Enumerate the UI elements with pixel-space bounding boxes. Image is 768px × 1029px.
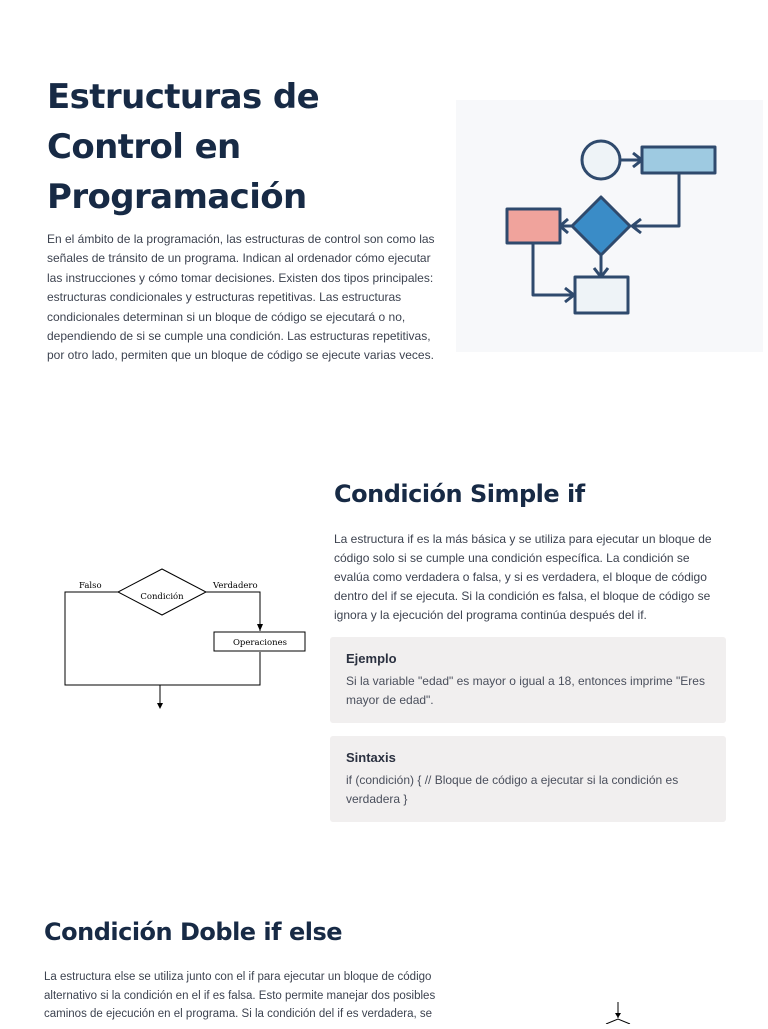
true-label: Verdadero	[213, 581, 258, 591]
syntax-card-title: Sintaxis	[346, 750, 396, 765]
flow-process-box	[642, 147, 715, 173]
if-else-diagram	[598, 1000, 648, 1024]
section-paragraph-simple-if: La estructura if es la más básica y se utiliza para ejecutar un bloque de código solo si se cumple una condición específica. La condición se evalúa como verdadera o falsa, y si es verdadera, el bloque de código dentro del if se ejecuta. Si la condición es falsa, el bloque de código se ignora y la ejecución del programa continúa después del if.	[334, 532, 712, 622]
flow-end-box	[575, 277, 628, 313]
syntax-card	[330, 736, 726, 822]
simple-if-diagram	[55, 560, 320, 720]
example-card-title: Ejemplo	[346, 651, 397, 666]
section-paragraph-if-else: La estructura else se utiliza junto con el if para ejecutar un bloque de código alternativo si la condición en el if es falsa. Esto permite manejar dos posibles caminos de ejecución en el programa. Si la condición del if es verdadera, se	[44, 971, 436, 1020]
flow-alt-box	[507, 209, 560, 243]
example-card	[330, 637, 726, 723]
flowchart-illustration	[456, 100, 763, 352]
example-card-text: Si la variable "edad" es mayor o igual a 18, entonces imprime "Eres mayor de edad".	[346, 674, 705, 707]
flow-start-circle	[582, 141, 620, 179]
section-title-if-else: Condición Doble if else	[44, 918, 343, 946]
page-title: Estructuras de Control en Programación	[47, 77, 320, 217]
condition-label: Condición	[140, 592, 184, 602]
false-label: Falso	[79, 581, 102, 591]
intro-paragraph: En el ámbito de la programación, las estructuras de control son como las señales de tránsito de un programa. Indican al ordenador cómo ejecutar las instrucciones y cómo tomar decisiones. Existen dos tipos principales: estructuras condicionales y estructuras repetitivas. Las estructuras condicionales determinan si un bloque de código se ejecutará o no, dependiendo de si se cumple una condición. Las estructuras repetitivas, por otro lado, permiten que un bloque de código se ejecute varias veces.	[47, 232, 435, 363]
syntax-card-text: if (condición) { // Bloque de código a ejecutar si la condición es verdadera }	[346, 773, 679, 806]
operations-label: Operaciones	[232, 638, 288, 648]
section-title-simple-if: Condición Simple if	[334, 480, 585, 508]
flow-decision-diamond	[572, 197, 630, 255]
